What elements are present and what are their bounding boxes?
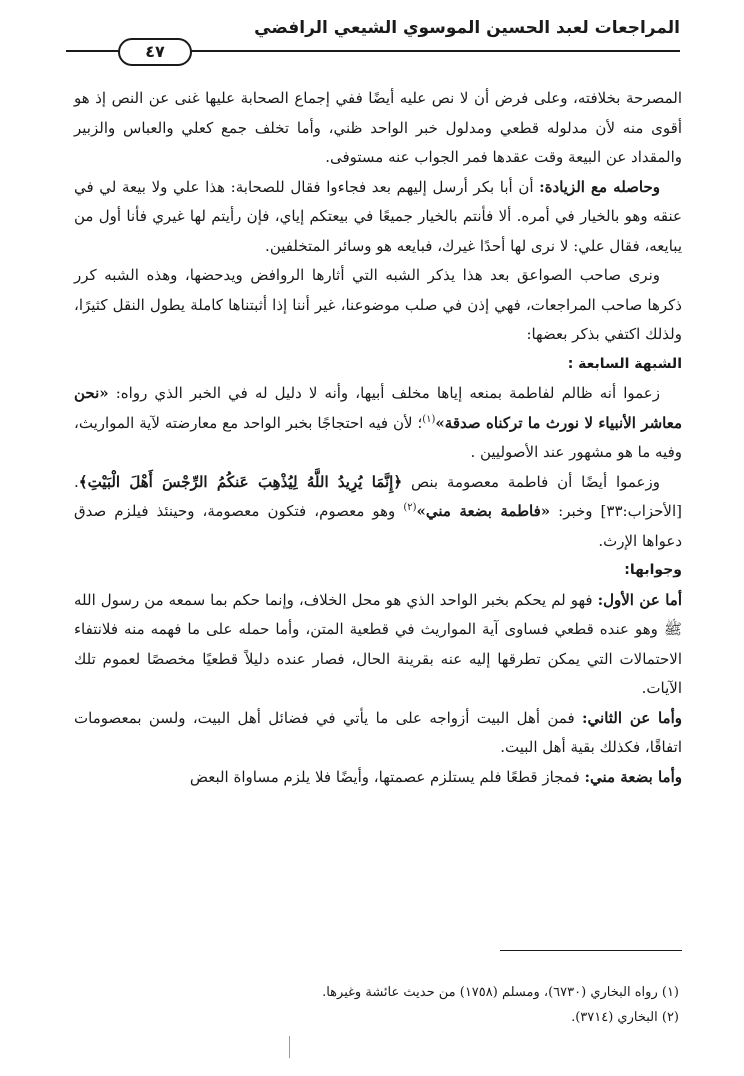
hadith-quote-inheritance: «نحن معاشر الأنبياء لا نورث ما تركناه صدقة» — [74, 384, 682, 432]
quran-verse: ﴿إِنَّمَا يُرِيدُ اللَّهُ لِيُذْهِبَ عَنكُمُ الرِّجْسَ أَهْلَ الْبَيْتِ﴾ — [78, 472, 403, 491]
running-title: المراجعات لعبد الحسين الموسوي الشيعي الرافضي — [254, 18, 680, 38]
footnote-1: (١) رواه البخاري (٦٧٣٠)، ومسلم (١٧٥٨) من حديث عائشة وغيرها. — [322, 985, 679, 1000]
paragraph-7-lead: وأما عن الثاني: — [581, 708, 682, 727]
paragraph-5-start: وزعموا أيضًا أن فاطمة معصومة بنص — [402, 472, 660, 491]
paragraph-2-lead: وحاصله مع الزيادة: — [539, 177, 660, 196]
paragraph-3: ونرى صاحب الصواعق بعد هذا يذكر الشبه التي أثارها الروافض ويدحضها، وهذه الشبه كرر ذكرها صاحب المراجعات، فهي إذن في صلب موضوعنا، غير أننا إذا أثبتناها كاملة يطول النقل كثيرًا، ولذلك اكتفي بذكر بعضها: — [74, 266, 682, 343]
paragraph-5-end: وهو معصوم، فتكون معصومة، وحينئذ فيلزم صدق دعواها الإرث. — [74, 502, 682, 550]
gutter-mark — [289, 1036, 290, 1058]
paragraph-1: المصرحة بخلافته، وعلى فرض أن لا نص عليه أيضًا ففي إجماع الصحابة عليها غنى عن النص إذ هو أقوى منه لأن مدلوله قطعي ومدلول خبر الواحد ظني، وأما تخلف جمع كعلي والعباس والزبير والمقداد عن البيعة وقت عقدها فمر الجواب عنه مستوفى. — [74, 89, 682, 166]
paragraph-2 — [74, 173, 682, 262]
paragraph-8-text: فمجاز قطعًا فلم يستلزم عصمتها، وأيضًا فلا يلزم مساواة البعض — [189, 767, 585, 786]
section-heading-answer: وجوابها: — [624, 562, 682, 578]
paragraph-2-text: أن أبا بكر أرسل إليهم بعد فجاءوا فقال للصحابة: هذا علي ولا بيعة لي في عنقه وهو بالخيار في أمره. ألا فأنتم بالخيار جميعًا في بيعتكم إياي، فإن رأيتم لها غيري فأنا أول من يبايعه، فقال علي: لا نرى لها أحدًا غيرك، فبايعه هو وسائر المتخلفين. — [74, 177, 682, 255]
paragraph-8-lead: وأما بضعة مني: — [584, 767, 682, 786]
paragraph-4-end: ؛ لأن فيه احتجاجًا بخبر الواحد مع معارضته لآية المواريث، وفيه ما هو مشهور عند الأصوليين . — [74, 413, 682, 461]
section-heading-seventh-doubt: الشبهة السابعة : — [567, 355, 682, 372]
footnote-separator — [500, 950, 682, 951]
paragraph-6-text: فهو لم يحكم بخبر الواحد الذي هو محل الخلاف، وإنما حكم بما سمعه من رسول الله ﷺ وهو عنده قطعي فساوى آية المواريث في قطعية المتن، وأما حمله على ما فهمه منه فلانتفاء الاحتمالات التي يمكن تطرقها إليه عنه بقرينة الحال، فصار عنده دليلاً قطعيًا مخصصًا لعموم تلك الآيات. — [74, 590, 682, 697]
paragraph-4-start: زعموا أنه ظالم لفاطمة بمنعه إياها مخلف أبيها، وأنه لا دليل له في الخبر الذي رواه: — [108, 384, 660, 402]
paragraph-6-lead: أما عن الأول: — [597, 590, 682, 609]
paragraph-4 — [74, 379, 682, 468]
footnote-2: (٢) البخاري (٣٧١٤). — [571, 1010, 679, 1025]
paragraph-8 — [74, 763, 682, 793]
page-number-badge: ٤٧ — [118, 38, 192, 66]
main-text — [74, 84, 682, 792]
hadith-quote-fatima: «فاطمة بضعة مني» — [416, 502, 551, 520]
verse-reference: . [الأحزاب:٣٣] وخبر: — [74, 472, 682, 520]
paragraph-7-text: فمن أهل البيت أزواجه على ما يأتي في فضائل أهل البيت، ولسن بمعصومات اتفاقًا، فكذلك بقية أهل البيت. — [74, 708, 682, 756]
footnote-ref-1: (١) — [422, 413, 436, 425]
page-header — [66, 14, 680, 74]
paragraph-5 — [74, 468, 682, 557]
footnotes — [74, 980, 679, 1030]
paragraph-6 — [74, 586, 682, 704]
footnote-ref-2: (٢) — [403, 502, 417, 513]
paragraph-7 — [74, 704, 682, 763]
